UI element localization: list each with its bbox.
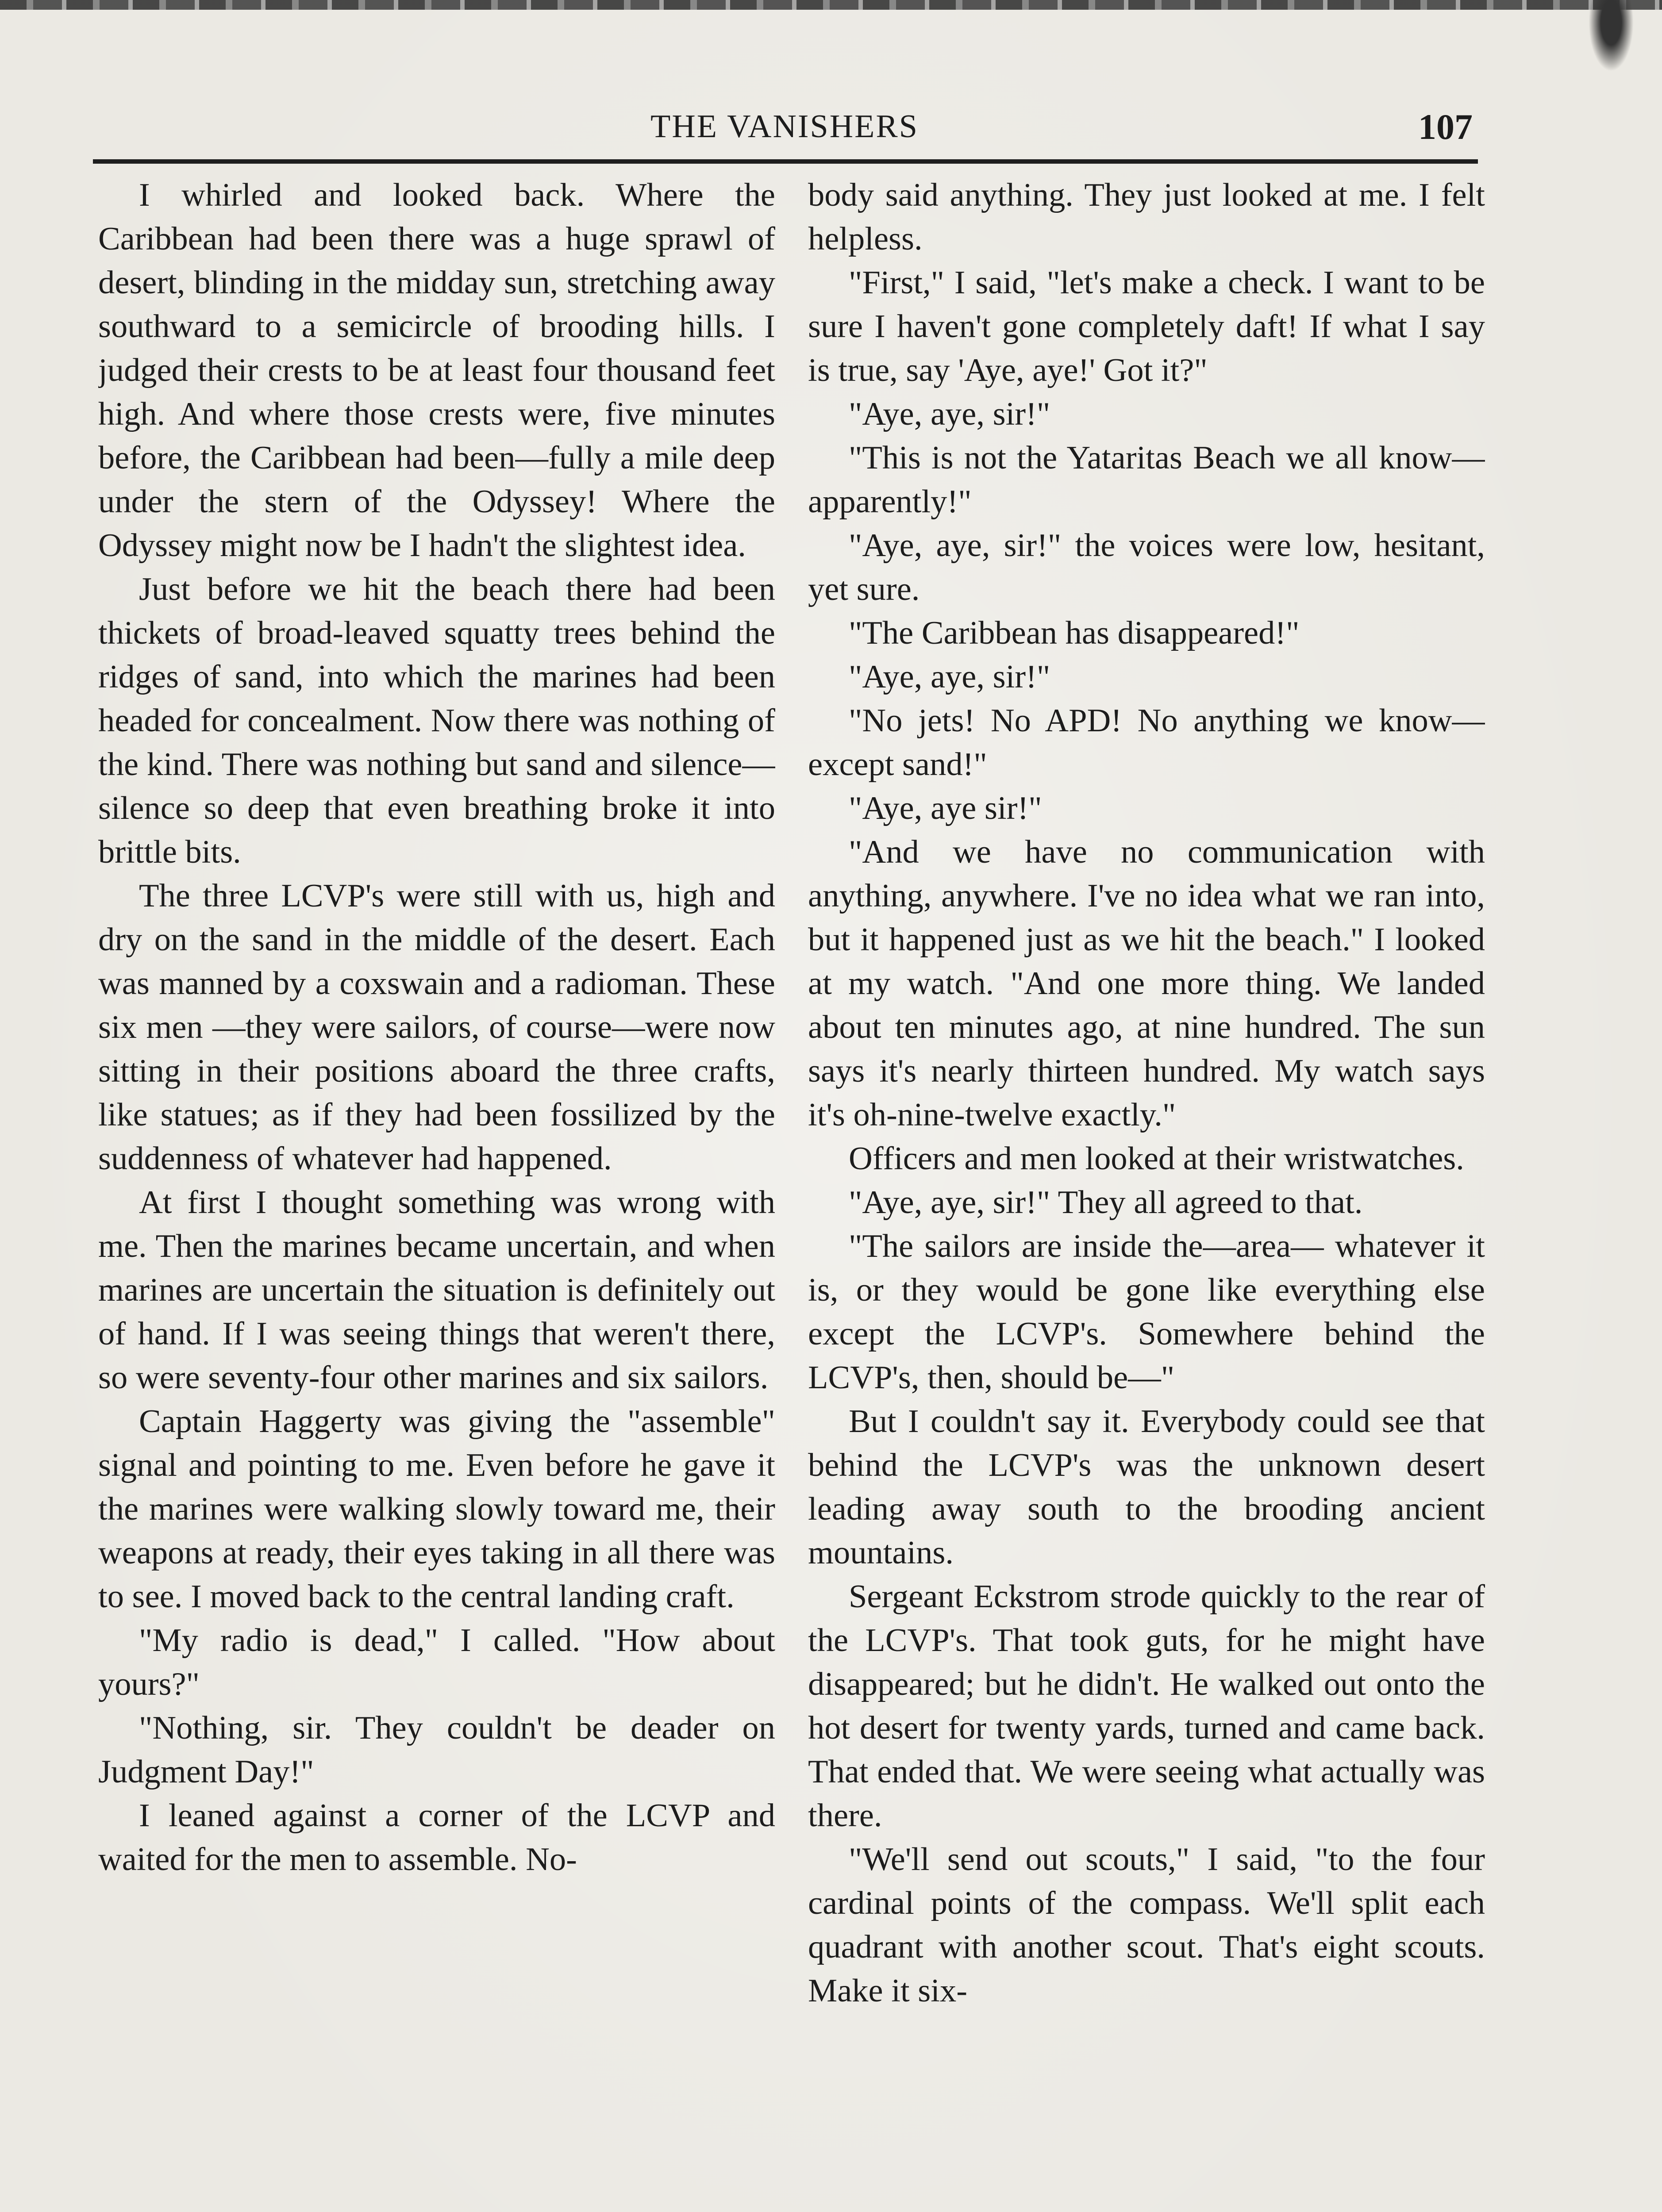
paragraph: The three LCVP's were still with us, high and dry on the sand in the middle of the desert. Each was manned by a coxswain and a radioman. These six men —they were sailors, of course—were now sitting in their positions aboard the three crafts, like statues; as if they had been fossilized by the suddenness of whatever had happened. [98, 878, 775, 1177]
left-column [98, 173, 775, 2212]
paragraph: Sergeant Eckstrom strode quickly to the rear of the LCVP's. That took guts, for he might have disappeared; but he didn't. He walked out onto the hot desert for twenty yards, turned and came back. That ended that. We were seeing what actually was there. [808, 1578, 1485, 1834]
header-rule [93, 159, 1478, 164]
paragraph: "First," I said, "let's make a check. I want to be sure I haven't gone completely daft! If what I say is true, say 'Aye, aye!' Got it?" [808, 265, 1485, 388]
paragraph: "We'll send out scouts," I said, "to the four cardinal points of the compass. We'll split each quadrant with another scout. That's eight scouts. Make it six- [808, 1841, 1485, 2009]
paragraph: "Aye, aye, sir!" They all agreed to that. [849, 1184, 1363, 1221]
ink-smudge [1587, 0, 1635, 75]
running-title: THE VANISHERS [650, 108, 919, 145]
page-header [96, 103, 1473, 156]
paragraph: But I couldn't say it. Everybody could see that behind the LCVP's was the unknown desert leading away south to the brooding ancient mountains. [808, 1403, 1485, 1571]
right-column [808, 173, 1485, 2212]
paragraph: I leaned against a corner of the LCVP and waited for the men to assemble. No- [98, 1797, 775, 1878]
paragraph: Just before we hit the beach there had been thickets of broad-leaved squatty trees behind the ridges of sand, into which the marines had been headed for concealment. Now there was nothing of the kind. There was nothing but sand and silence—silence so deep that even breathing broke it into brittle bits. [98, 571, 775, 870]
paragraph: "This is not the Yataritas Beach we all know—apparently!" [808, 440, 1485, 520]
paragraph: "Aye, aye, sir!" [849, 659, 1050, 695]
paragraph: "No jets! No APD! No anything we know—except sand!" [808, 703, 1485, 783]
paragraph-continued: body said anything. They just looked at me. I felt helpless. [808, 177, 1485, 257]
paragraph: "Nothing, sir. They couldn't be deader on Judgment Day!" [98, 1710, 775, 1790]
paragraph: Officers and men looked at their wristwatches. [849, 1141, 1464, 1177]
paragraph: "My radio is dead," I called. "How about yours?" [98, 1622, 775, 1702]
paragraph: "Aye, aye, sir!" the voices were low, hesitant, yet sure. [808, 527, 1485, 607]
paragraph: "The Caribbean has disappeared!" [849, 615, 1300, 651]
paragraph: "The sailors are inside the—area— whatever it is, or they would be gone like everything else except the LCVP's. Somewhere behind the LCVP's, then, should be—" [808, 1228, 1485, 1396]
paragraph: "And we have no communication with anything, anywhere. I've no idea what we ran into, but it happened just as we hit the beach." I looked at my watch. "And one more thing. We landed about ten minutes ago, at nine hundred. The sun says it's nearly thirteen hundred. My watch says it's oh-nine-twelve exactly." [808, 834, 1485, 1133]
scanned-top-edge [0, 0, 1662, 10]
paragraph: Captain Haggerty was giving the "assemble" signal and pointing to me. Even before he gave it the marines were walking slowly toward me, their weapons at ready, their eyes taking in all there was to see. I moved back to the central landing craft. [98, 1403, 775, 1615]
paragraph: At first I thought something was wrong with me. Then the marines became uncertain, and when marines are uncertain the situation is definitely out of hand. If I was seeing things that weren't there, so were seventy-four other marines and six sailors. [98, 1184, 775, 1396]
page-number: 107 [1418, 107, 1473, 147]
paragraph: I whirled and looked back. Where the Caribbean had been there was a huge sprawl of desert, blinding in the midday sun, stretching away southward to a semicircle of brooding hills. I judged their crests to be at least four thousand feet high. And where those crests were, five minutes before, the Caribbean had been—fully a mile deep under the stern of the Odyssey! Where the Odyssey might now be I hadn't the slightest idea. [98, 177, 775, 564]
paragraph: "Aye, aye, sir!" [849, 396, 1050, 432]
paragraph: "Aye, aye sir!" [849, 790, 1042, 826]
